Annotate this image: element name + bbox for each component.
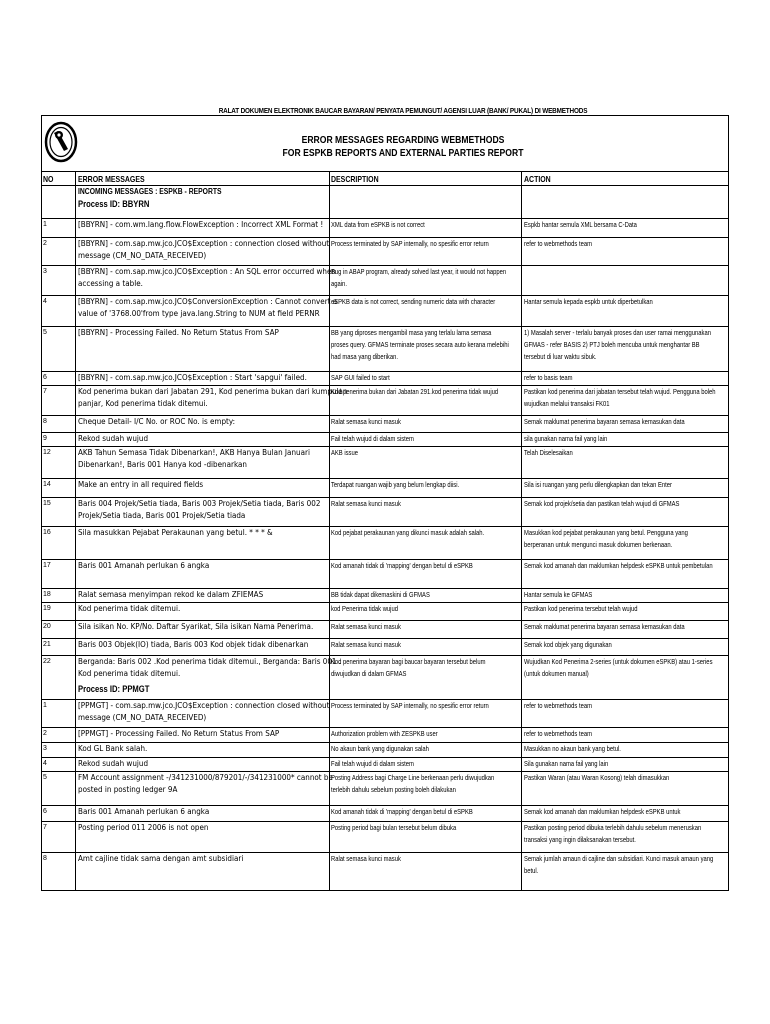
description: Kod penerima bukan dari Jabatan 291.kod penerima tidak wujud (331, 387, 499, 396)
error-message: Posting period 011 2006 is not open (78, 823, 209, 832)
row-number: 15 (43, 500, 51, 507)
action: Pastikan kod penerima tersebut telah wujud (524, 604, 638, 613)
error-message: Baris 004 Projek/Setia tiada, Baris 003 Projek/Setia tiada, Baris 002 Projek/Setia tiada, Baris 001 Projek/Setia tiada (78, 499, 321, 520)
row-number: 2 (43, 240, 47, 247)
description: No akaun bank yang digunakan salah (331, 744, 429, 753)
page-title (137, 134, 670, 160)
error-message: [BBYRN] - com.wm.lang.flow.FlowException : Incorrect XML Format ! (78, 220, 324, 229)
error-message: Sila isikan No. KP/No. Daftar Syarikat, Sila isikan Nama Penerima. (78, 622, 314, 631)
row-number: 16 (43, 529, 51, 536)
action: Sila isi ruangan yang perlu dilengkapkan dan tekan Enter (524, 480, 672, 489)
action: 1) Masalah server - terlalu banyak proses dan user ramai menggunakan GFMAS - refer BASIS 2) PTJ boleh mencuba untuk menghantar BB tersebut di luar waktu sibuk. (524, 328, 711, 361)
row-number: 5 (43, 774, 47, 781)
description: Fail telah wujud di dalam sistem (331, 759, 414, 768)
incoming-section-label: INCOMING MESSAGES : ESPKB - REPORTS (78, 187, 222, 196)
description: Kod penerima bayaran bagi baucar bayaran tersebut belum diwujudkan di dalam GFMAS (331, 657, 486, 678)
error-message: Rekod sudah wujud (78, 759, 149, 768)
action: refer to webmethods team (524, 239, 592, 248)
title-line-2: FOR ESPKB REPORTS AND EXTERNAL PARTIES REPORT (282, 147, 524, 159)
error-message: Make an entry in all required fields (78, 480, 204, 489)
description: Authorization problem with ZESPKB user (331, 729, 438, 738)
action: Espkb hantar semula XML bersama C-Data (524, 220, 637, 229)
col-error-header: ERROR MESSAGES (78, 174, 145, 184)
description: Ralat semasa kunci masuk (331, 854, 401, 863)
row-number: 3 (43, 745, 47, 752)
action: Semak maklumat penerima bayaran semasa kemasukan data (524, 622, 685, 631)
action: Pastikan Waran (atau Waran Kosong) telah dimasukkan (524, 773, 670, 782)
row-number: 8 (43, 855, 47, 862)
row-number: 20 (43, 623, 51, 630)
col-action-header: ACTION (524, 174, 551, 184)
row-number: 9 (43, 435, 47, 442)
error-message: Amt cajline tidak sama dengan amt subsidiari (78, 854, 244, 863)
description: SAP GUI failed to start (331, 373, 390, 382)
description: Process terminated by SAP internally, no spesific error return (331, 701, 489, 710)
error-message: Sila masukkan Pejabat Perakaunan yang betul. * * * & (78, 528, 273, 537)
action: Semak maklumat penerima bayaran semasa kemasukan data (524, 417, 685, 426)
description: Kod amanah tidak di 'mapping' dengan betul di eSPKB (331, 807, 473, 816)
row-number: 2 (43, 730, 47, 737)
error-message: [PPMGT] - com.sap.mw.jco.JCO$Exception : connection closed without message (CM_NO_DATA_RECEIVED) (78, 701, 330, 722)
error-message: Kod penerima tidak ditemui. (78, 604, 181, 613)
action: refer to webmethods team (524, 701, 592, 710)
row-number: 22 (43, 658, 51, 665)
description: Kod pejabat perakaunan yang dikunci masuk adalah salah. (331, 528, 485, 537)
col-divider-1 (75, 171, 76, 890)
action: refer to basis team (524, 373, 573, 382)
frame-bottom (41, 890, 729, 891)
crest-logo-icon (44, 120, 78, 164)
description: Posting Address bagi Charge Line berkenaan perlu diwujudkan terlebih dahulu sebelum posting boleh dilakukan (331, 773, 495, 794)
action: Telah Diselesaikan (524, 448, 573, 457)
action: sila gunakan nama fail yang lain (524, 434, 608, 443)
description: AKB issue (331, 448, 358, 457)
description: Terdapat ruangan wajib yang belum lengkap diisi. (331, 480, 460, 489)
frame-left (41, 115, 42, 890)
action: Wujudkan Kod Penerima 2-series (untuk dokumen eSPKB) atau 1-series (untuk dokumen manual) (524, 657, 713, 678)
row-number: 5 (43, 329, 47, 336)
frame-top (41, 115, 729, 116)
col-description-header: DESCRIPTION (331, 174, 379, 184)
description: Bug in ABAP program, already solved last year, it would not happen again. (331, 267, 507, 288)
row-number: 3 (43, 268, 47, 275)
process-ppmgt-label: Process ID: PPMGT (78, 684, 150, 694)
row-number: 12 (43, 449, 51, 456)
error-message: AKB Tahun Semasa Tidak Dibenarkan!, AKB Hanya Bulan Januari Dibenarkan!, Baris 001 Hanya kod -dibenarkan (78, 448, 310, 469)
row-number: 17 (43, 562, 51, 569)
description: Ralat semasa kunci masuk (331, 622, 401, 631)
col-no-header: NO (43, 174, 54, 184)
action: Hantar semula kepada espkb untuk diperbetulkan (524, 297, 653, 306)
error-message: Cheque Detail- I/C No. or ROC No. is empty: (78, 417, 236, 426)
description: eSPKB data is not correct, sending numeric data with character (331, 297, 496, 306)
frame-right (728, 115, 729, 890)
action: Masukkan kod pejabat perakaunan yang betul. Pengguna yang berperanan untuk mengunci masuk dokumen berkenaan. (524, 528, 688, 549)
description: Process terminated by SAP internally, no spesific error return (331, 239, 489, 248)
error-message: Ralat semasa menyimpan rekod ke dalam ZFIEMAS (78, 590, 264, 599)
row-number: 4 (43, 298, 47, 305)
row-number: 7 (43, 824, 47, 831)
description: Ralat semasa kunci masuk (331, 417, 401, 426)
process-bbyrn-label: Process ID: BBYRN (78, 199, 150, 209)
header-top-rule (41, 171, 729, 172)
error-message: [PPMGT] - Processing Failed. No Return Status From SAP (78, 729, 280, 738)
error-message: [BBYRN] - com.sap.mw.jco.JCO$Exception : Start 'sapgui' failed. (78, 373, 307, 382)
error-message: Rekod sudah wujud (78, 434, 149, 443)
error-message: FM Account assignment -/341231000/879201/-/341231000* cannot be posted in posting ledger 9A (78, 773, 333, 794)
row-number: 6 (43, 374, 47, 381)
title-line-1: ERROR MESSAGES REGARDING WEBMETHODS (301, 134, 505, 146)
row-number: 14 (43, 481, 51, 488)
error-message: [BBYRN] - Processing Failed. No Return Status From SAP (78, 328, 279, 337)
row-number: 21 (43, 641, 51, 648)
action: Semak kod projek/setia dan pastikan telah wujud di GFMAS (524, 499, 680, 508)
error-message: Berganda: Baris 002 .Kod penerima tidak ditemui., Berganda: Baris 001 . Kod penerima tidak ditemui. (78, 657, 342, 678)
error-message: Kod penerima bukan dari Jabatan 291, Kod penerima bukan dari kumpulan panjar, Kod penerima tidak ditemui. (78, 387, 348, 408)
error-message: Baris 001 Amanah perlukan 6 angka (78, 561, 210, 570)
row-number: 1 (43, 221, 47, 228)
col-divider-3 (521, 171, 522, 890)
description: Fail telah wujud di dalam sistem (331, 434, 414, 443)
error-message: Kod GL Bank salah. (78, 744, 148, 753)
row-number: 1 (43, 702, 47, 709)
row-number: 6 (43, 808, 47, 815)
error-message: Baris 001 Amanah perlukan 6 angka (78, 807, 210, 816)
row-number: 4 (43, 760, 47, 767)
description: Ralat semasa kunci masuk (331, 499, 401, 508)
action: Semak kod objek yang digunakan (524, 640, 612, 649)
action: Pastikan kod penerima dari jabatan tersebut telah wujud. Pengguna boleh wujudkan melalui transaksi FK01 (524, 387, 716, 408)
error-message: Baris 003 Objek(IO) tiada, Baris 003 Kod objek tidak dibenarkan (78, 640, 309, 649)
action: Semak kod amanah dan maklumkan helpdesk eSPKB untuk (524, 807, 681, 816)
action: Masukkan no akaun bank yang betul. (524, 744, 621, 753)
description: Kod amanah tidak di 'mapping' dengan betul di eSPKB (331, 561, 473, 570)
description: kod Penerima tidak wujud (331, 604, 398, 613)
description: BB tidak dapat dikemaskini di GFMAS (331, 590, 430, 599)
description: Ralat semasa kunci masuk (331, 640, 401, 649)
action: Hantar semula ke GFMAS (524, 590, 593, 599)
row-number: 18 (43, 591, 51, 598)
action: Sila gunakan nama fail yang lain (524, 759, 609, 768)
error-message: [BBYRN] - com.sap.mw.jco.JCO$Exception : An SQL error occurred when accessing a table. (78, 267, 336, 288)
action: Pastikan posting period dibuka terlebih dahulu sebelum meneruskan transaksi yang ingin dilaksanakan tersebut. (524, 823, 702, 844)
error-message: [BBYRN] - com.sap.mw.jco.JCO$ConversionException : Cannot convert a value of '3768.00'from type java.lang.String to NUM at field PERNR (78, 297, 338, 318)
action: Semak kod amanah dan maklumkan helpdesk eSPKB untuk pembetulan (524, 561, 713, 570)
description: XML data from eSPKB is not correct (331, 220, 425, 229)
row-number: 19 (43, 605, 51, 612)
description: BB yang diproses mengambil masa yang terlalu lama semasa proses query. GFMAS terminate proses secara auto kerana melebihi had masa yang diberikan. (331, 328, 509, 361)
error-message: [BBYRN] - com.sap.mw.jco.JCO$Exception : connection closed without message (CM_NO_DATA_RECEIVED) (78, 239, 330, 260)
description: Posting period bagi bulan tersebut belum dibuka (331, 823, 457, 832)
action: refer to webmethods team (524, 729, 592, 738)
document-top-title: RALAT DOKUMEN ELEKTRONIK BAUCAR BAYARAN/ PENYATA PEMUNGUT/ AGENSI LUAR (BANK/ PUKAL) DI WEBMETHODS (218, 106, 588, 115)
action: Semak jumlah amaun di cajline dan subsidiari. Kunci masuk amaun yang betul. (524, 854, 714, 875)
row-number: 7 (43, 388, 47, 395)
row-number: 8 (43, 418, 47, 425)
